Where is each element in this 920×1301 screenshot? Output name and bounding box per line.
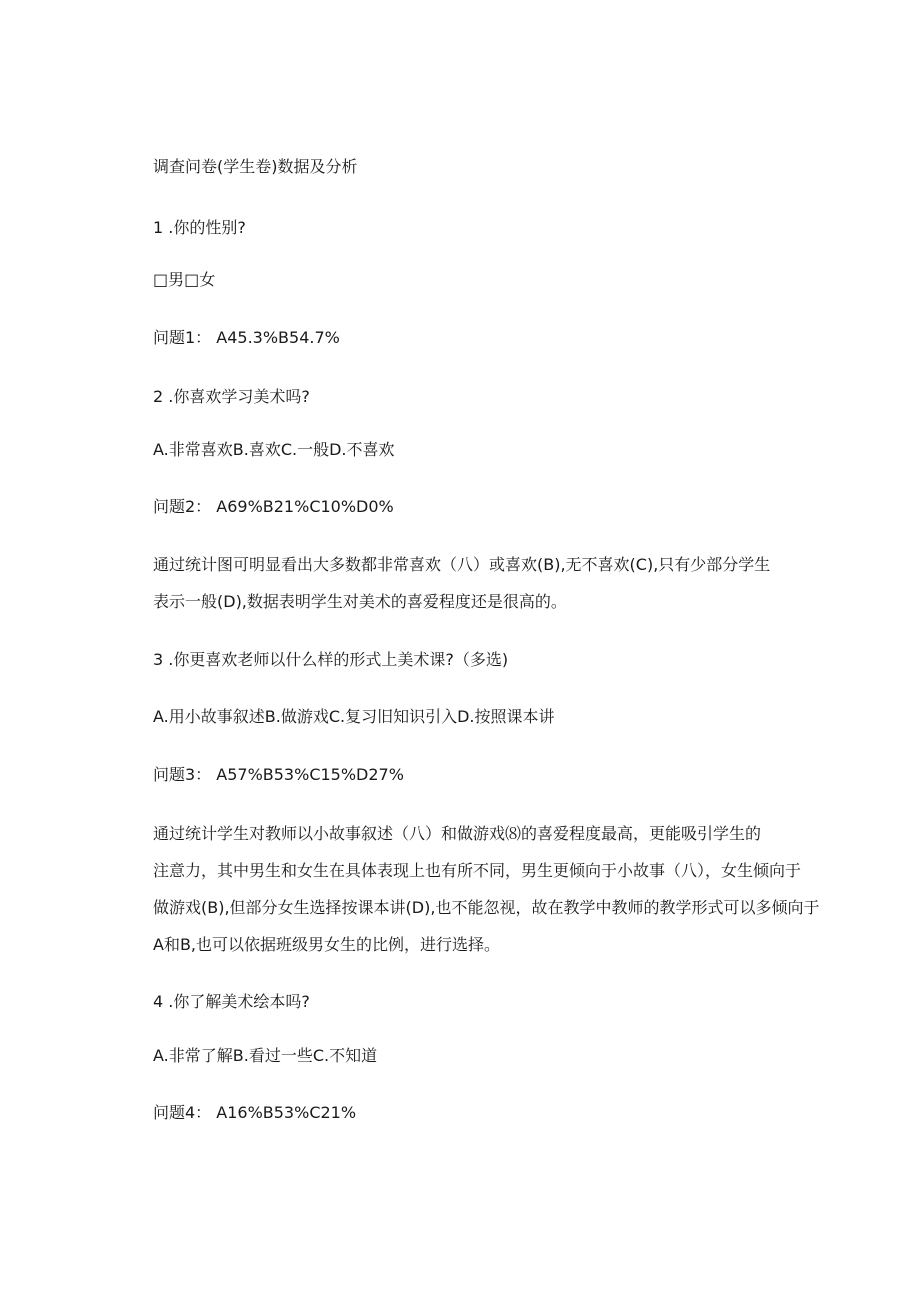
document-title: 调查问卷(学生卷)数据及分析 [153,157,358,176]
question-1: 1 .你的性别? [153,218,246,237]
question-3-result: 问题3： A57%B53%C15%D27% [153,765,404,784]
question-1-result: 问题1： A45.3%B54.7% [153,328,340,347]
question-1-options: □男□女 [153,270,216,289]
analysis-line: 做游戏(B),但部分女生选择按课本讲(D),也不能忽视，故在教学中教师的教学形式可以多倾向于 [153,898,820,917]
question-4-result: 问题4： A16%B53%C21% [153,1103,357,1122]
analysis-line: A和B,也可以依据班级男女生的比例，进行选择。 [153,935,501,954]
question-2-result: 问题2： A69%B21%C10%D0% [153,497,394,516]
question-2-options: A.非常喜欢B.喜欢C.一般D.不喜欢 [153,440,395,459]
question-3-analysis [153,815,820,963]
question-2-analysis [153,546,807,620]
question-4: 4 .你了解美术绘本吗? [153,992,310,1011]
question-3-options: A.用小故事叙述B.做游戏C.复习旧知识引入D.按照课本讲 [153,707,555,726]
analysis-line: 通过统计学生对教师以小故事叙述（八）和做游戏⑻的喜爱程度最高，更能吸引学生的 [153,824,762,843]
question-4-options: A.非常了解B.看过一些C.不知道 [153,1046,378,1065]
analysis-line: 表示一般(D),数据表明学生对美术的喜爱程度还是很高的。 [153,592,567,611]
question-3: 3 .你更喜欢老师以什么样的形式上美术课?（多选) [153,650,509,669]
analysis-line: 通过统计图可明显看出大多数都非常喜欢（八）或喜欢(B),无不喜欢(C),只有少部分学生 [153,555,771,574]
question-2: 2 .你喜欢学习美术吗? [153,387,310,406]
analysis-line: 注意力，其中男生和女生在具体表现上也有所不同，男生更倾向于小故事（八），女生倾向于 [153,861,802,880]
